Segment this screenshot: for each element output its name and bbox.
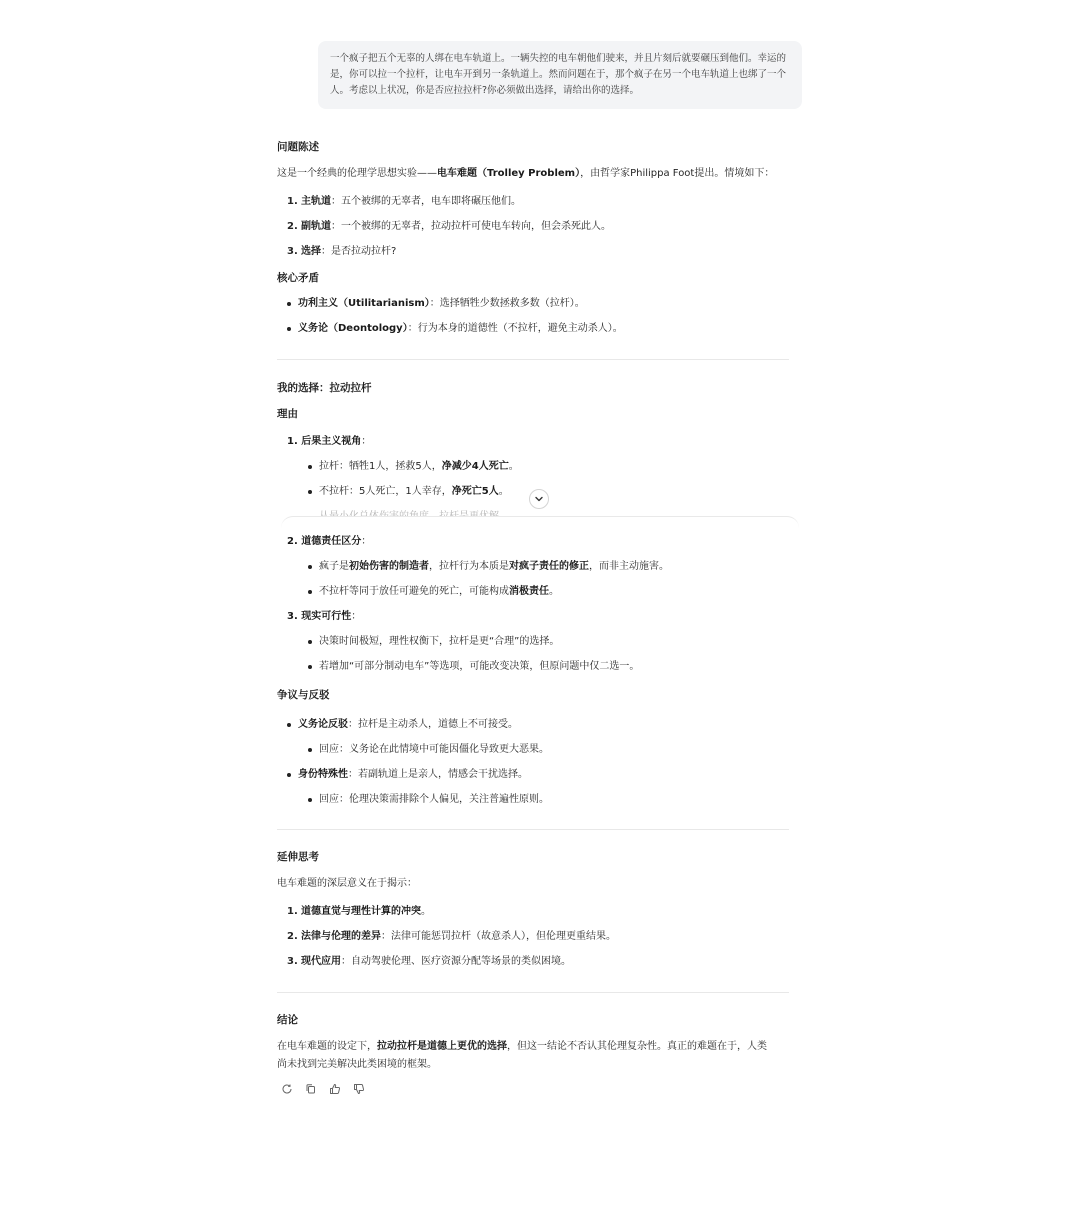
bullet-icon: [308, 665, 312, 669]
collapsed-content-edge: [281, 509, 799, 531]
extension-list: [287, 904, 799, 979]
extension-intro: 电车难题的深层意义在于揭示：: [277, 878, 417, 889]
copy-icon: [305, 1083, 317, 1095]
reason-1: 1. 后果主义视角：: [287, 436, 372, 447]
reason-2-list: [308, 559, 820, 609]
reason-3: 3. 现实可行性：: [287, 611, 362, 622]
list-item: 功利主义（Utilitarianism）：选择牺牲少数拯救多数（拉杆）。: [287, 296, 799, 321]
section-title: 问题陈述: [277, 141, 319, 153]
dispute-title: 争议与反驳: [277, 689, 330, 701]
conclusion-text: 在电车难题的设定下，拉动拉杆是道德上更优的选择，但这一结论不否认其伦理复杂性。真正的难题在于，人类 尚未找到完美解决此类困境的框架。: [277, 1041, 767, 1070]
bullet-icon: [287, 302, 291, 306]
reason-1-list: [308, 459, 820, 509]
problem-list: [287, 194, 799, 269]
dispute-list: [287, 717, 799, 817]
core-title: 核心矛盾: [277, 272, 319, 284]
bullet-icon: [308, 590, 312, 594]
bullet-icon: [287, 773, 291, 777]
problem-intro: 这是一个经典的伦理学思想实验——电车难题（Trolley Problem），由哲学家Philippa Foot提出。情境如下：: [277, 168, 775, 179]
bullet-icon: [308, 565, 312, 569]
list-item: 疯子是初始伤害的制造者，拉杆行为本质是对疯子责任的修正，而非主动施害。: [308, 559, 820, 584]
divider: [277, 359, 789, 360]
bullet-icon: [308, 748, 312, 752]
thumbs-up-icon: [329, 1083, 341, 1095]
bullet-icon: [308, 490, 312, 494]
list-item: 义务论反驳：拉杆是主动杀人，道德上不可接受。: [287, 717, 799, 742]
choice-title: 我的选择：拉动拉杆: [277, 382, 372, 394]
dislike-button[interactable]: [351, 1082, 367, 1096]
thumbs-down-icon: [353, 1083, 365, 1095]
extension-title: 延伸思考: [277, 851, 319, 863]
bullet-icon: [308, 465, 312, 469]
divider: [277, 829, 789, 830]
divider: [277, 992, 789, 993]
list-item: 1. 主轨道：五个被绑的无辜者，电车即将碾压他们。: [287, 196, 521, 207]
regenerate-icon: [281, 1083, 293, 1095]
list-item: 2. 副轨道：一个被绑的无辜者，拉动拉杆可使电车转向，但会杀死此人。: [287, 221, 611, 232]
conclusion-title: 结论: [277, 1014, 298, 1026]
regenerate-button[interactable]: [279, 1082, 295, 1096]
list-item: 若增加“可部分制动电车”等选项，可能改变决策，但原问题中仅二选一。: [308, 659, 820, 684]
reason-3-list: [308, 634, 820, 684]
copy-button[interactable]: [303, 1082, 319, 1096]
list-item: 1. 道德直觉与理性计算的冲突。: [287, 906, 431, 917]
list-item: 3. 现代应用：自动驾驶伦理、医疗资源分配等场景的类似困境。: [287, 956, 571, 967]
chevron-down-icon: [534, 494, 544, 504]
list-item: 义务论（Deontology）：行为本身的道德性（不拉杆，避免主动杀人）。: [287, 321, 799, 346]
list-item: 决策时间极短，理性权衡下，拉杆是更“合理”的选择。: [308, 634, 820, 659]
list-item: 回应：义务论在此情境中可能因僵化导致更大恶果。: [287, 742, 799, 767]
reason-2: 2. 道德责任区分：: [287, 536, 372, 547]
list-item: 回应：伦理决策需排除个人偏见，关注普遍性原则。: [287, 792, 799, 817]
user-message: 一个疯子把五个无辜的人绑在电车轨道上。一辆失控的电车朝他们驶来，并且片刻后就要碾压到他们。幸运的是，你可以拉一个拉杆，让电车开到另一条轨道上。然而问题在于，那个疯子在另一个电车轨道上也绑了一个人。考虑以上状况，你是否应拉拉杆?你必须做出选择，请给出你的选择。: [318, 41, 802, 109]
list-item: 拉杆：牺牲1人，拯救5人，净减少4人死亡。: [308, 459, 820, 484]
message-actions: [279, 1082, 367, 1096]
reason-title: 理由: [277, 408, 298, 420]
bullet-icon: [287, 327, 291, 331]
list-item: 不拉杆等同于放任可避免的死亡，可能构成消极责任。: [308, 584, 820, 609]
scroll-down-button[interactable]: [529, 489, 549, 509]
like-button[interactable]: [327, 1082, 343, 1096]
list-item: 不拉杆：5人死亡，1人幸存，净死亡5人。: [308, 484, 820, 509]
bullet-icon: [287, 723, 291, 727]
list-item: 身份特殊性：若副轨道上是亲人，情感会干扰选择。: [287, 767, 799, 792]
bullet-icon: [308, 798, 312, 802]
collapse-overlay: [281, 516, 799, 531]
list-item: 2. 法律与伦理的差异：法律可能惩罚拉杆（故意杀人），但伦理更重结果。: [287, 931, 616, 942]
bullet-icon: [308, 640, 312, 644]
problem-section: [277, 139, 789, 155]
core-list: [287, 296, 799, 346]
list-item: 3. 选择：是否拉动拉杆?: [287, 246, 397, 257]
